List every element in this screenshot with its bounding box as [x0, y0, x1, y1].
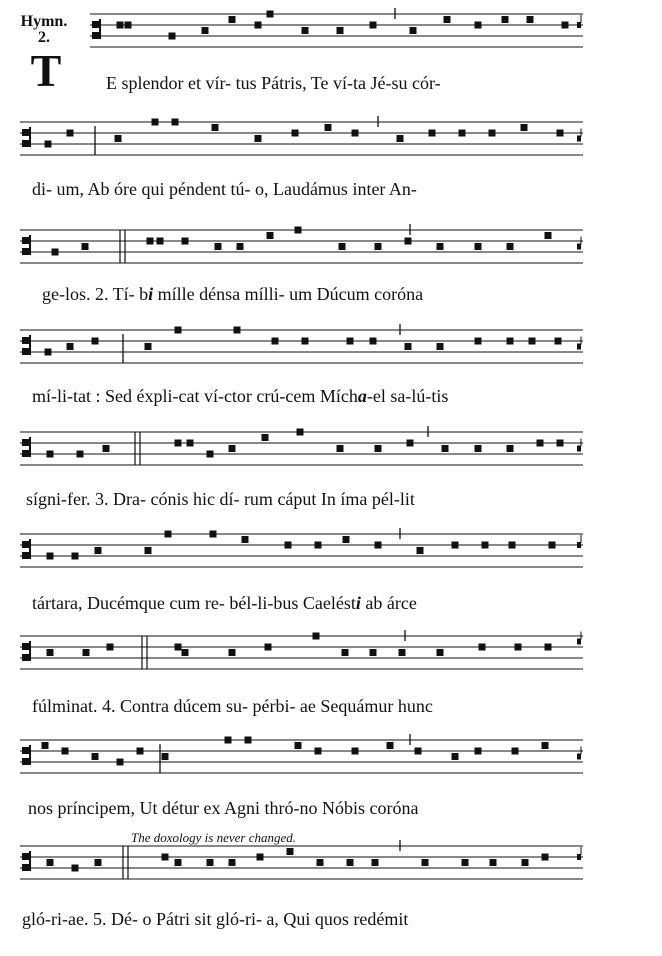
neume-note: [257, 854, 264, 861]
neume-note: [225, 737, 232, 744]
clef-mark: [22, 248, 29, 255]
neume-note: [405, 343, 412, 350]
clef-mark: [92, 32, 99, 39]
lyric-text: E splendor et vír- tus Pátris, Te ví-ta Jé-su cór-: [106, 73, 441, 93]
neume-note: [125, 22, 132, 29]
clef-mark: [29, 641, 31, 661]
neume-note: [172, 119, 179, 126]
neume-note: [175, 644, 182, 651]
hymn-label-number: 2.: [38, 29, 50, 46]
neume-note: [157, 238, 164, 245]
neume-note: [117, 759, 124, 766]
custos-mark: [577, 542, 581, 548]
neume-note: [115, 135, 122, 142]
clef-mark: [29, 745, 31, 765]
neume-note: [237, 243, 244, 250]
neume-note: [295, 742, 302, 749]
neume-note: [229, 859, 236, 866]
neume-note: [229, 445, 236, 452]
neume-note: [387, 742, 394, 749]
neume-note: [234, 327, 241, 334]
neume-note: [452, 542, 459, 549]
neume-note: [415, 748, 422, 755]
neume-note: [297, 429, 304, 436]
neume-note: [272, 338, 279, 345]
neume-note: [107, 644, 114, 651]
neume-note: [482, 542, 489, 549]
clef-mark: [22, 747, 29, 754]
neume-note: [62, 748, 69, 755]
lyric-line: [32, 695, 433, 717]
initial-letter: T: [30, 45, 62, 96]
neume-note: [67, 130, 74, 137]
neume-note: [72, 553, 79, 560]
neume-note: [92, 338, 99, 345]
neume-note: [507, 243, 514, 250]
neume-note: [212, 124, 219, 131]
neume-note: [292, 130, 299, 137]
neume-note: [399, 649, 406, 656]
neume-note: [67, 343, 74, 350]
neume-note: [215, 243, 222, 250]
neume-note: [549, 542, 556, 549]
clef-mark: [22, 654, 29, 661]
neume-note: [207, 859, 214, 866]
neume-note: [529, 338, 536, 345]
neume-note: [527, 16, 534, 23]
neume-note: [229, 649, 236, 656]
neume-note: [475, 338, 482, 345]
doxology-note: The doxology is never changed.: [131, 830, 296, 845]
lyric-line: [42, 283, 423, 305]
neume-note: [137, 748, 144, 755]
clef-mark: [22, 643, 29, 650]
neume-note: [521, 124, 528, 131]
neume-note: [287, 848, 294, 855]
neume-note: [545, 232, 552, 239]
neume-note: [397, 135, 404, 142]
clef-mark: [22, 348, 29, 355]
neume-note: [47, 859, 54, 866]
neume-note: [245, 737, 252, 744]
neume-note: [405, 238, 412, 245]
neume-note: [265, 644, 272, 651]
neume-note: [145, 343, 152, 350]
neume-note: [347, 338, 354, 345]
neume-note: [229, 16, 236, 23]
neume-note: [462, 859, 469, 866]
italic-vowel: i: [148, 284, 154, 304]
neume-note: [182, 238, 189, 245]
neume-note: [370, 22, 377, 29]
lyric-line: [32, 385, 448, 407]
neume-note: [152, 119, 159, 126]
clef-mark: [22, 758, 29, 765]
neume-note: [437, 649, 444, 656]
neume-note: [187, 440, 194, 447]
neume-note: [542, 854, 549, 861]
neume-note: [202, 27, 209, 34]
neume-note: [92, 753, 99, 760]
neume-note: [459, 130, 466, 137]
neume-note: [370, 338, 377, 345]
neume-note: [475, 22, 482, 29]
neume-note: [267, 232, 274, 239]
lyric-line: [22, 908, 408, 930]
neume-note: [165, 531, 172, 538]
clef-mark: [22, 337, 29, 344]
lyric-text: -el sa-lú-tis: [366, 386, 449, 406]
custos-mark: [577, 344, 581, 350]
neume-note: [562, 22, 569, 29]
neume-note: [475, 243, 482, 250]
clef-mark: [22, 853, 29, 860]
clef-mark: [29, 437, 31, 457]
neume-note: [302, 27, 309, 34]
clef-mark: [99, 19, 101, 39]
custos-mark: [577, 136, 581, 142]
neume-note: [475, 748, 482, 755]
neume-note: [47, 553, 54, 560]
neume-note: [42, 742, 49, 749]
neume-note: [370, 649, 377, 656]
lyric-text: mí-li-tat : Sed éxpli-cat ví-ctor crú-cem Mích: [32, 386, 358, 406]
clef-mark: [92, 21, 99, 28]
neume-note: [542, 742, 549, 749]
lyric-text: mílle dénsa mílli- um Dúcum coróna: [153, 284, 424, 304]
neume-note: [437, 343, 444, 350]
neume-note: [295, 227, 302, 234]
neume-note: [47, 451, 54, 458]
lyric-line: [106, 72, 441, 94]
clef-mark: [29, 851, 31, 871]
neume-note: [444, 16, 451, 23]
italic-vowel: i: [355, 593, 361, 613]
custos-mark: [577, 854, 581, 860]
neume-note: [72, 865, 79, 872]
neume-note: [475, 445, 482, 452]
clef-mark: [29, 335, 31, 355]
neume-note: [489, 130, 496, 137]
neume-note: [555, 338, 562, 345]
neume-note: [442, 445, 449, 452]
neume-note: [255, 135, 262, 142]
neume-note: [557, 440, 564, 447]
neume-note: [509, 542, 516, 549]
neume-note: [52, 249, 59, 256]
neume-note: [343, 536, 350, 543]
neume-note: [337, 445, 344, 452]
neume-note: [512, 748, 519, 755]
clef-mark: [29, 127, 31, 147]
neume-note: [313, 633, 320, 640]
neume-note: [437, 243, 444, 250]
neume-note: [82, 243, 89, 250]
neume-note: [262, 434, 269, 441]
neume-note: [375, 542, 382, 549]
neume-note: [83, 649, 90, 656]
neume-note: [302, 338, 309, 345]
lyric-line: [32, 178, 417, 200]
neume-note: [407, 440, 414, 447]
custos-mark: [577, 754, 581, 760]
neume-note: [103, 445, 110, 452]
lyric-line: [32, 592, 417, 614]
custos-mark: [577, 244, 581, 250]
lyric-text: fúlminat. 4. Contra dúcem su- pérbi- ae Sequámur hunc: [32, 696, 433, 716]
lyric-text: tártara, Ducémque cum re- bél-li-bus Caelést: [32, 593, 356, 613]
clef-mark: [29, 539, 31, 559]
neume-note: [522, 859, 529, 866]
lyric-text: nos príncipem, Ut détur ex Agni thró-no Nóbis coróna: [28, 798, 419, 818]
neume-note: [117, 22, 124, 29]
clef-mark: [29, 235, 31, 255]
neume-note: [285, 542, 292, 549]
neume-note: [255, 22, 262, 29]
neume-note: [479, 644, 486, 651]
lyric-line: [28, 797, 418, 819]
custos-mark: [577, 22, 581, 28]
neume-note: [342, 649, 349, 656]
neume-note: [557, 130, 564, 137]
neume-note: [315, 748, 322, 755]
neume-note: [490, 859, 497, 866]
neume-note: [507, 338, 514, 345]
neume-note: [47, 649, 54, 656]
neume-note: [45, 349, 52, 356]
neume-note: [175, 440, 182, 447]
clef-mark: [22, 552, 29, 559]
clef-mark: [22, 439, 29, 446]
neume-note: [147, 238, 154, 245]
clef-mark: [22, 129, 29, 136]
clef-mark: [22, 237, 29, 244]
lyric-text: di- um, Ab óre qui péndent tú- o, Laudámus inter An-: [32, 179, 417, 199]
neume-note: [182, 649, 189, 656]
neume-note: [337, 27, 344, 34]
clef-mark: [22, 541, 29, 548]
neume-note: [537, 440, 544, 447]
neume-note: [325, 124, 332, 131]
lyric-text: gló-ri-ae. 5. Dé- o Pátri sit gló-ri- a, Qui quos redémit: [22, 909, 409, 929]
neume-note: [315, 542, 322, 549]
neume-note: [545, 644, 552, 651]
neume-note: [347, 859, 354, 866]
neume-note: [417, 547, 424, 554]
lyric-text: ge-los. 2. Tí- b: [42, 284, 149, 304]
neume-note: [502, 16, 509, 23]
neume-note: [429, 130, 436, 137]
neume-note: [45, 141, 52, 148]
neume-note: [145, 547, 152, 554]
neume-note: [410, 27, 417, 34]
clef-mark: [22, 864, 29, 871]
neume-note: [317, 859, 324, 866]
neume-note: [375, 243, 382, 250]
neume-note: [169, 33, 176, 40]
lyric-text: sígni-fer. 3. Dra- cónis hic dí- rum cáput In íma pél-lit: [26, 489, 415, 509]
neume-note: [507, 445, 514, 452]
neume-note: [210, 531, 217, 538]
neume-note: [77, 451, 84, 458]
custos-mark: [577, 639, 581, 645]
neume-note: [452, 753, 459, 760]
neume-note: [95, 547, 102, 554]
neume-note: [207, 451, 214, 458]
neume-note: [242, 536, 249, 543]
neume-note: [162, 854, 169, 861]
neume-note: [339, 243, 346, 250]
neume-note: [422, 859, 429, 866]
neume-note: [95, 859, 102, 866]
neume-note: [352, 130, 359, 137]
neume-note: [515, 644, 522, 651]
clef-mark: [22, 450, 29, 457]
neume-note: [175, 859, 182, 866]
custos-mark: [577, 446, 581, 452]
hymn-label-word: Hymn.: [20, 13, 68, 30]
lyric-line: [26, 488, 415, 510]
neume-note: [375, 445, 382, 452]
neume-note: [372, 859, 379, 866]
lyric-text: ab árce: [360, 593, 417, 613]
neume-note: [175, 327, 182, 334]
neume-note: [352, 748, 359, 755]
neume-note: [267, 11, 274, 18]
neume-note: [162, 753, 169, 760]
italic-vowel: a: [357, 386, 367, 406]
clef-mark: [22, 140, 29, 147]
